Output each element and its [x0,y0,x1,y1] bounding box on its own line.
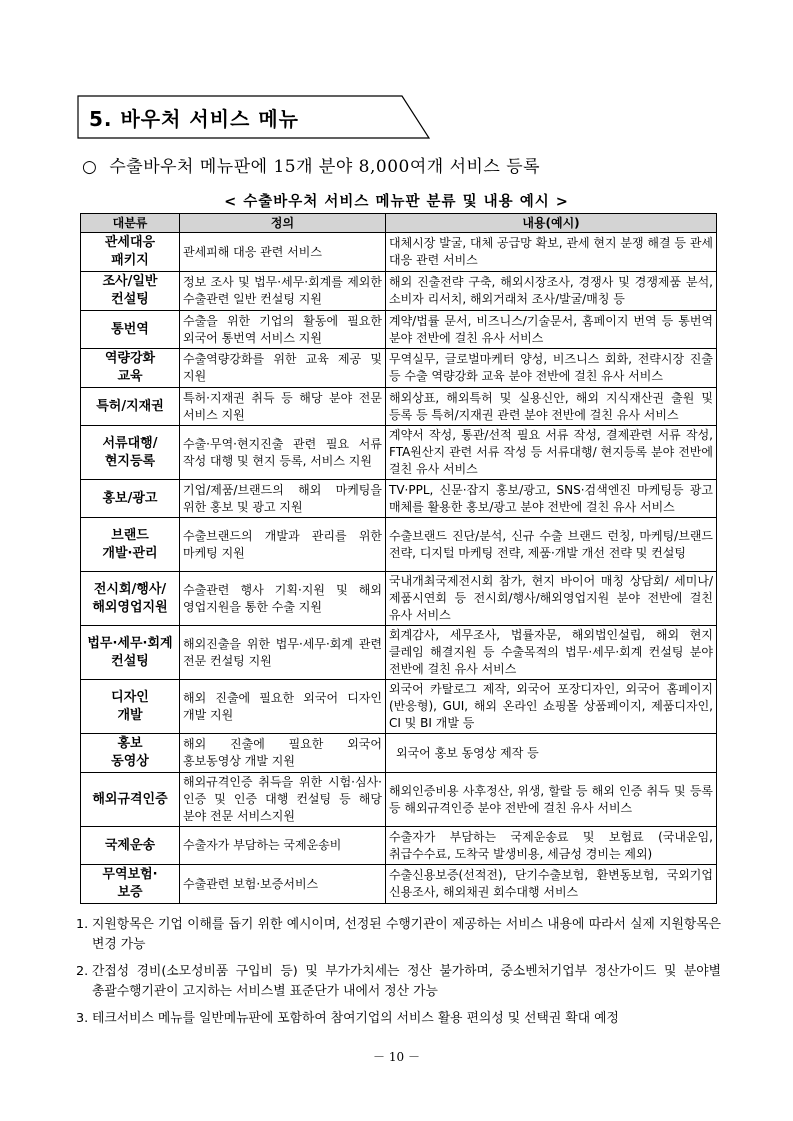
row-definition: 수출역량강화를 위한 교육 제공 및 지원 [180,349,386,388]
header-category: 대분류 [81,214,180,233]
footnote-1 [76,915,721,955]
row-category: 국제운송 [81,827,180,865]
row-definition: 수출자가 부담하는 국제운송비 [180,827,386,865]
row-definition: 해외규격인증 취득을 위한 시험·심사·인증 및 인증 대행 컨설팅 등 해당 분야 전문 서비스지원 [180,773,386,827]
row-category: 디자인 개발 [81,680,180,734]
row-content: 회계감사, 세무조사, 법률자문, 해외법인설립, 해외 현지 클레임 해결지원 등 수출목적의 법무·세무·회계 컨설팅 분야 전반에 걸친 유사 서비스 [386,626,717,680]
row-content: 해외인증비용 사후정산, 위생, 할랄 등 해외 인증 취득 및 등록 등 해외규격인증 분야 전반에 걸친 유사 서비스 [386,773,717,827]
footnote-number: 3. [76,1011,89,1026]
footnote-2 [76,962,721,1002]
row-content: 국내개최국제전시회 참가, 현지 바이어 매칭 상담회/ 세미나/제품시연회 등 전시회/행사/해외영업지원 분야 전반에 걸친 유사 서비스 [386,572,717,626]
row-content: 대체시장 발굴, 대체 공급망 확보, 관세 현지 분쟁 해결 등 관세 대응 관련 서비스 [386,233,717,272]
row-category: 법무·세무·회계 컨설팅 [81,626,180,680]
summary-bullet [82,152,540,177]
row-content: 외국어 카탈로그 제작, 외국어 포장디자인, 외국어 홈페이지(반응형), GUI, 해외 온라인 쇼핑몰 상품페이지, 제품디자인, CI 및 BI 개발 등 [386,680,717,734]
row-category: 전시회/행사/ 해외영업지원 [81,572,180,626]
table-row [81,626,717,680]
table-row [81,518,717,572]
table-row [81,388,717,426]
header-content: 내용(예시) [386,214,717,233]
table-row [81,272,717,311]
table-row [81,734,717,773]
table-header-row [81,214,717,233]
footnote-number: 1. [76,917,89,932]
row-category: 역량강화 교육 [81,349,180,388]
row-content: 해외 진출전략 구축, 해외시장조사, 경쟁사 및 경쟁제품 분석, 소비자 리서치, 해외거래처 조사/발굴/매칭 등 [386,272,717,311]
row-definition: 수출브랜드의 개발과 관리를 위한 마케팅 지원 [180,518,386,572]
row-content: 수출신용보증(선적전), 단기수출보험, 환변동보험, 국외기업 신용조사, 해외채권 회수대행 서비스 [386,865,717,904]
table-row [81,480,717,518]
row-content: 수출자가 부담하는 국제운송료 및 보험료 (국내운임, 취급수수료, 도착국 발생비용, 세금성 경비는 제외) [386,827,717,865]
row-category: 서류대행/ 현지등록 [81,426,180,480]
footnote-text: 간접성 경비(소모성비품 구입비 등) 및 부가가치세는 정산 불가하며, 중소벤처기업부 정산가이드 및 분야별 총괄수행기관이 고지하는 서비스별 표준단가 내에서 정산 가능 [92,964,721,999]
row-definition: 수출·무역·현지진출 관련 필요 서류 작성 대행 및 현지 등록, 서비스 지원 [180,426,386,480]
row-category: 특허/지재권 [81,388,180,426]
footnotes [76,915,721,1036]
table-row [81,773,717,827]
table-row [81,680,717,734]
row-definition: 수출관련 행사 기획·지원 및 해외 영업지원을 통한 수출 지원 [180,572,386,626]
bullet-mark: ○ [82,157,98,177]
table-row [81,311,717,349]
row-definition: 수출을 위한 기업의 활동에 필요한 외국어 통번역 서비스 지원 [180,311,386,349]
row-content: 수출브랜드 진단/분석, 신규 수출 브랜드 런칭, 마케팅/브랜드 전략, 디지털 마케팅 전략, 제품·개발 개선 전략 및 컨설팅 [386,518,717,572]
row-category: 홍보 동영상 [81,734,180,773]
row-definition: 기업/제품/브랜드의 해외 마케팅을 위한 홍보 및 광고 지원 [180,480,386,518]
row-content: 해외상표, 해외특허 및 실용신안, 해외 지식재산권 출원 및 등록 등 특허/지재권 관련 분야 전반에 걸친 유사 서비스 [386,388,717,426]
row-definition: 정보 조사 및 법무·세무·회계를 제외한 수출관련 일반 컨설팅 지원 [180,272,386,311]
section-title-box [77,95,430,139]
row-content: 외국어 홍보 동영상 제작 등 [386,734,717,773]
row-definition: 해외 진출에 필요한 외국어 디자인 개발 지원 [180,680,386,734]
row-content: 계약서 작성, 통관/선적 필요 서류 작성, 결제관련 서류 작성, FTA원산지 관련 서류 작성 등 서류대행/ 현지등록 분야 전반에 걸친 유사 서비스 [386,426,717,480]
table-row [81,233,717,272]
table-row [81,426,717,480]
table-caption: < 수출바우처 서비스 메뉴판 분류 및 내용 예시 > [224,194,569,210]
row-category: 통번역 [81,311,180,349]
row-category: 무역보험· 보증 [81,865,180,904]
footnote-number: 2. [76,964,89,979]
footnote-text: 지원항목은 기업 이해를 돕기 위한 예시이며, 선정된 수행기관이 제공하는 서비스 내용에 따라서 실제 지원항목은 변경 가능 [92,917,721,952]
row-category: 관세대응 패키지 [81,233,180,272]
footnote-3 [76,1009,721,1029]
table-row [81,572,717,626]
row-category: 조사/일반 컨설팅 [81,272,180,311]
row-category: 브랜드 개발·관리 [81,518,180,572]
page-number: － 10 － [373,1050,420,1064]
row-content: 계약/법률 문서, 비즈니스/기술문서, 홈페이지 번역 등 통번역 분야 전반에 걸친 유사 서비스 [386,311,717,349]
footnote-text: 테크서비스 메뉴를 일반메뉴판에 포함하여 참여기업의 서비스 활용 편의성 및 선택권 확대 예정 [92,1011,619,1026]
row-definition: 수출관련 보험·보증서비스 [180,865,386,904]
row-definition: 특허·지재권 취득 등 해당 분야 전문 서비스 지원 [180,388,386,426]
row-definition: 관세피해 대응 관련 서비스 [180,233,386,272]
row-definition: 해외진출을 위한 법무·세무·회계 관련 전문 컨설팅 지원 [180,626,386,680]
table-row [81,827,717,865]
voucher-menu-table [80,213,717,904]
row-definition: 해외 진출에 필요한 외국어 홍보동영상 개발 지원 [180,734,386,773]
row-content: TV·PPL, 신문·잡지 홍보/광고, SNS·검색엔진 마케팅등 광고 매체를 활용한 홍보/광고 분야 전반에 걸친 유사 서비스 [386,480,717,518]
summary-text: 수출바우처 메뉴판에 15개 분야 8,000여개 서비스 등록 [109,157,541,177]
section-title: 5. 바우처 서비스 메뉴 [89,107,299,131]
table-row [81,349,717,388]
header-definition: 정의 [180,214,386,233]
table-row [81,865,717,904]
row-category: 홍보/광고 [81,480,180,518]
row-content: 무역실무, 글로벌마케터 양성, 비즈니스 회화, 전략시장 진출 등 수출 역량강화 교육 분야 전반에 걸친 유사 서비스 [386,349,717,388]
row-category: 해외규격인증 [81,773,180,827]
